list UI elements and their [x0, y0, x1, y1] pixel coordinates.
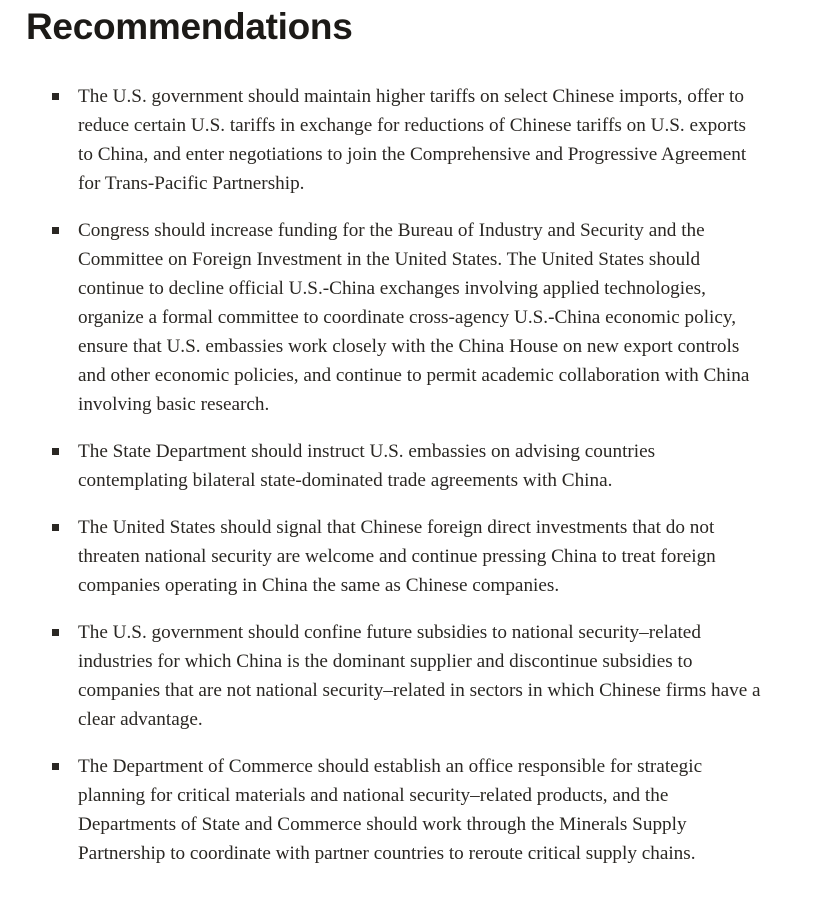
recommendations-list [0, 82, 819, 868]
square-bullet-icon [52, 524, 59, 531]
square-bullet-icon [52, 227, 59, 234]
list-item [0, 752, 762, 868]
list-item-text: The State Department should instruct U.S. embassies on advising countries contemplating bilateral state-dominated trade agreements with China. [78, 441, 656, 491]
list-item-text: The U.S. government should maintain higher tariffs on select Chinese imports, offer to reduce certain U.S. tariffs in exchange for reductions of Chinese tariffs on U.S. exports to China, and enter negotiations to join the Comprehensive and Progressive Agreement for Trans-Pacific Partnership. [78, 86, 747, 194]
list-item [0, 216, 762, 419]
list-item [0, 513, 762, 600]
list-item [0, 437, 762, 495]
list-item-text: The United States should signal that Chinese foreign direct investments that do not threaten national security are welcome and continue pressing China to treat foreign companies operating in China the same as Chinese companies. [78, 517, 716, 596]
square-bullet-icon [52, 763, 59, 770]
square-bullet-icon [52, 629, 59, 636]
list-item-text: The Department of Commerce should establish an office responsible for strategic planning for critical materials and national security–related products, and the Departments of State and Commerce should work through the Minerals Supply Partnership to coordinate with partner countries to reroute critical supply chains. [78, 756, 703, 864]
square-bullet-icon [52, 93, 59, 100]
list-item [0, 618, 762, 734]
page-title: Recommendations [26, 6, 353, 47]
square-bullet-icon [52, 448, 59, 455]
list-item [0, 82, 762, 198]
list-item-text: The U.S. government should confine future subsidies to national security–related industries for which China is the dominant supplier and discontinue subsidies to companies that are not national security–related in sectors in which Chinese firms have a clear advantage. [78, 622, 761, 730]
list-item-text: Congress should increase funding for the Bureau of Industry and Security and the Committee on Foreign Investment in the United States. The United States should continue to decline official U.S.-China exchanges involving applied technologies, organize a formal committee to coordinate cross-agency U.S.-China economic policy, ensure that U.S. embassies work closely with the China House on new export controls and other economic policies, and continue to permit academic collaboration with China involving basic research. [78, 220, 750, 415]
